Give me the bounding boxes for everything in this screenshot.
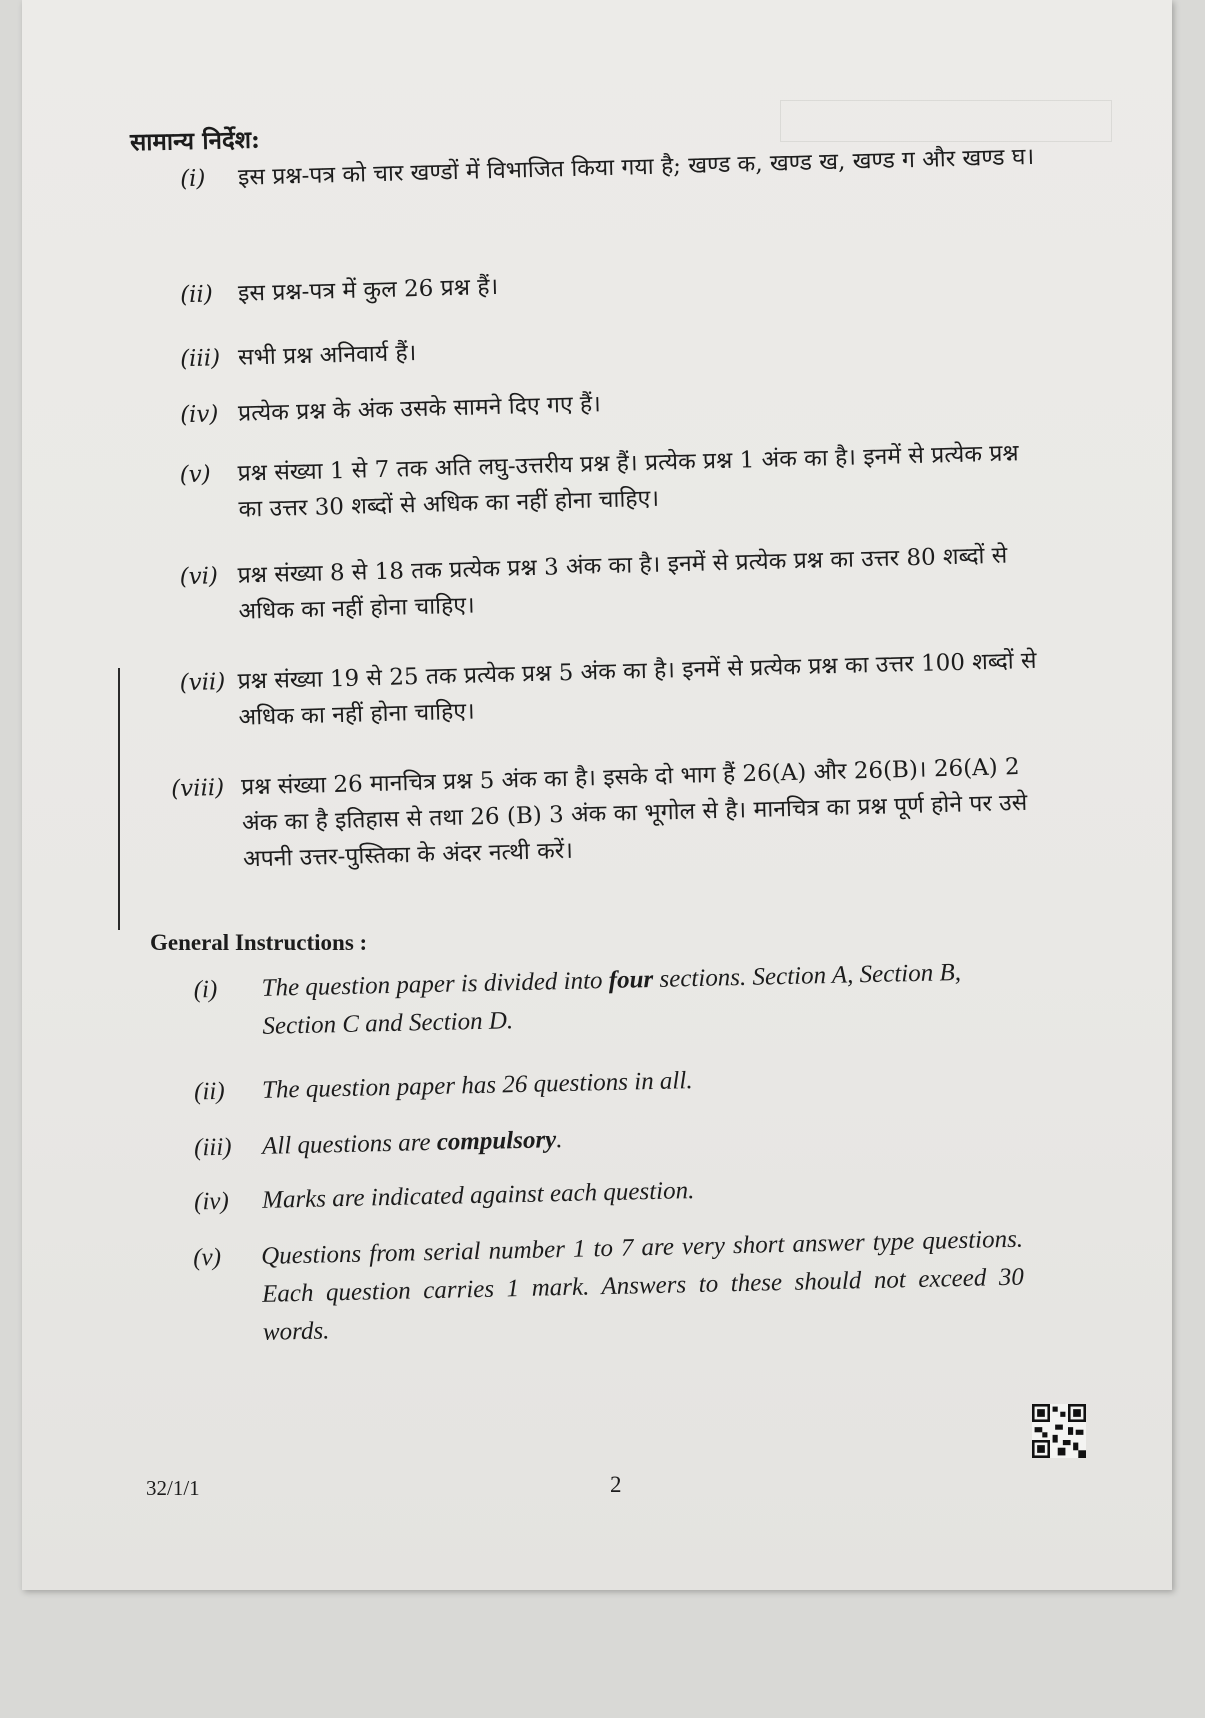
hindi-item-6 [179, 537, 1041, 631]
hindi-item-number: (i) [179, 165, 206, 193]
english-item-number: (i) [193, 975, 218, 1004]
hindi-item-number: (iv) [179, 401, 219, 429]
hindi-item-3 [180, 319, 1041, 377]
hindi-item-text: इस प्रश्न-पत्र में कुल 26 प्रश्न हैं। [237, 273, 499, 307]
hindi-item-number: (vi) [179, 563, 219, 591]
page-number: 2 [610, 1472, 622, 1497]
bleed-through-box [780, 100, 1112, 142]
english-item-2 [194, 1055, 1025, 1112]
hindi-item-number: (viii) [170, 774, 225, 803]
english-item-number: (iii) [193, 1133, 232, 1162]
hindi-item-7 [179, 643, 1041, 737]
english-item-5 [193, 1221, 1025, 1354]
hindi-item-text: प्रत्येक प्रश्न के अंक उसके सामने दिए गए हैं। [237, 391, 602, 427]
english-instructions-title: General Instructions : [150, 930, 368, 955]
hindi-item-1 [180, 139, 1041, 197]
paper-code: 32/1/1 [146, 1476, 200, 1500]
english-item-number: (iv) [193, 1187, 230, 1216]
exam-page [22, 0, 1172, 1590]
hindi-item-text: प्रश्न संख्या 8 से 18 तक प्रत्येक प्रश्न 3 अंक का है। इनमें से प्रत्येक प्रश्न का उत्तर 80 शब्दों से अधिक का नहीं होना चाहिए। [237, 542, 1008, 625]
hindi-item-text: सभी प्रश्न अनिवार्य हैं। [237, 340, 417, 371]
english-item-1 [193, 953, 1025, 1048]
hindi-item-text: इस प्रश्न-पत्र को चार खण्डों में विभाजित किया गया है; खण्ड क, खण्ड ख, खण्ड ग और खण्ड घ। [237, 143, 1035, 191]
english-item-text: The question paper is divided into four sections. Section A, Section B, Section C and Section D. [261, 959, 962, 1040]
english-item-text: All questions are compulsory. [261, 1126, 563, 1160]
margin-line [118, 668, 120, 930]
hindi-item-text: प्रश्न संख्या 26 मानचित्र प्रश्न 5 अंक का है। इसके दो भाग हैं 26(A) और 26(B)। 26(A) 2 अंक का है इतिहास से तथा 26 (B) 3 अंक का भूगोल से है। मानचित्र का प्रश्न पूर्ण होने पर उसे अपनी उत्तर-पुस्तिका के अंदर नत्थी करें। [240, 754, 1028, 873]
hindi-item-2 [180, 255, 1041, 313]
hindi-item-number: (v) [179, 461, 211, 489]
english-item-number: (ii) [193, 1077, 225, 1106]
hindi-item-text: प्रश्न संख्या 1 से 7 तक अति लघु-उत्तरीय प्रश्न हैं। प्रत्येक प्रश्न 1 अंक का है। इनमें से प्रत्येक प्रश्न का उत्तर 30 शब्दों से अधिक का नहीं होना चाहिए। [237, 440, 1019, 523]
english-item-text: Questions from serial number 1 to 7 are very short answer type questions. Each question carries 1 mark. Answers to these should not exceed 30 words. [260, 1225, 1025, 1346]
hindi-item-8 [171, 749, 1034, 879]
english-item-4 [194, 1165, 1025, 1222]
english-item-3 [194, 1111, 1025, 1168]
hindi-item-4 [180, 375, 1041, 433]
hindi-item-text: प्रश्न संख्या 19 से 25 तक प्रत्येक प्रश्न 5 अंक का है। इनमें से प्रत्येक प्रश्न का उत्तर 100 शब्दों से अधिक का नहीं होना चाहिए। [237, 647, 1037, 731]
english-item-text: The question paper has 26 questions in all. [261, 1067, 693, 1104]
qr-code-icon [1032, 1404, 1086, 1458]
hindi-item-number: (ii) [179, 281, 214, 309]
hindi-item-5 [179, 435, 1041, 529]
english-item-text: Marks are indicated against each question. [261, 1177, 695, 1214]
hindi-instructions-title: सामान्य निर्देश: [129, 124, 261, 157]
hindi-item-number: (iii) [179, 345, 221, 373]
english-item-number: (v) [192, 1243, 222, 1272]
hindi-item-number: (vii) [179, 669, 226, 697]
